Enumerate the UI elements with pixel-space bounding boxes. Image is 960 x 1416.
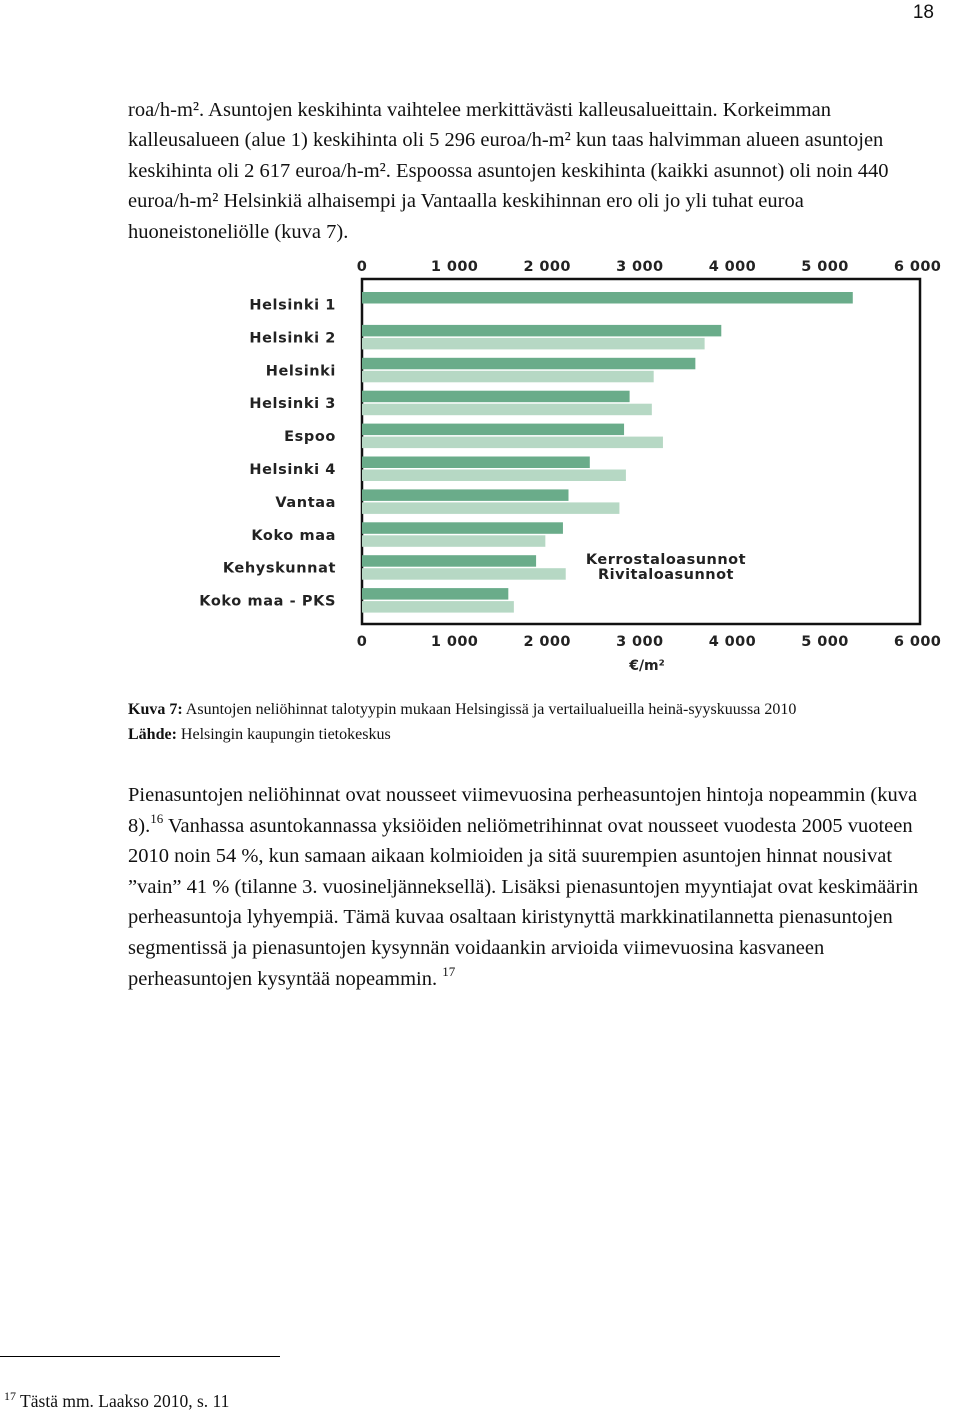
footnote [4,1391,229,1412]
bar [362,522,563,534]
category-label: Koko maa [251,527,336,544]
top-tick-label: 1 000 [430,259,479,275]
bar [362,601,514,613]
legend-entry: Rivitaloasunnot [598,567,734,583]
bar [362,470,626,482]
top-tick-label: 3 000 [616,259,664,275]
category-label: Koko maa - PKS [199,593,336,610]
top-tick-label: 4 000 [708,259,757,275]
bar [362,424,624,436]
page-number: 18 [912,2,934,23]
category-label: Vantaa [275,494,336,511]
bar [362,325,721,337]
x-axis-unit: €/m² [629,658,665,674]
paragraph-2-text-a: Pienasuntojen neliöhinnat ovat nousseet viimevuosina perheasuntojen hintoja nopeammin (kuva 8). [128,784,918,837]
legend [586,552,746,583]
bar [362,502,619,514]
bottom-tick-label: 1 000 [430,634,479,650]
bottom-tick-label: 4 000 [708,634,757,650]
bar [362,391,630,403]
top-tick-label: 5 000 [801,259,849,275]
bar [362,404,652,416]
top-tick-label: 6 000 [893,259,942,275]
bar [362,437,663,449]
category-label: Espoo [284,429,336,446]
category-labels [199,298,336,610]
caption-text: Asuntojen neliöhinnat talotyypin mukaan Helsingissä ja vertailualueilla heinä-syyskuussa 2010 [182,701,797,718]
bar [362,555,536,567]
footnote-ref-17: 17 [442,963,456,979]
bottom-tick-label: 6 000 [893,634,942,650]
source-text: Helsingin kaupungin tietokeskus [176,726,391,743]
category-label: Helsinki 3 [249,396,336,413]
footnote-text: Tästä mm. Laakso 2010, s. 11 [16,1391,230,1411]
bar [362,338,705,350]
category-label: Helsinki 2 [249,330,336,347]
bar [362,292,853,304]
body-paragraph-1: roa/h-m². Asuntojen keskihinta vaihtelee merkittävästi kalleusalueittain. Korkeimman kalleusalueen (alue 1) keskihinta oli 5 296 euroa/h-m² kun taas halvimman alueen asuntojen keskihinta oli 2 617 euroa/h-m². Espoossa asuntojen keskihinta (kaikki asunnot) oli noin 440 euroa/h-m² Helsinkiä alhaisempi ja Vantaalla keskihinnan ero oli jo yli tuhat euroa huoneistoneliölle (kuva 7). [128,99,889,243]
top-tick-label: 0 [356,259,368,275]
source-label: Lähde: [128,726,177,743]
footnote-number: 17 [4,1389,16,1403]
legend-entry: Kerrostaloasunnot [585,552,747,568]
bar [362,489,568,501]
bar [362,588,508,600]
bar [362,457,590,469]
bar [362,371,654,383]
bottom-tick-label: 2 000 [523,634,571,650]
footnote-separator [0,1356,280,1357]
bottom-tick-label: 3 000 [616,634,664,650]
top-tick-label: 2 000 [523,259,571,275]
category-label: Helsinki 1 [249,297,336,314]
bar [362,568,566,580]
bottom-tick-label: 0 [356,634,368,650]
figure-caption [128,698,948,723]
caption-label: Kuva 7: [128,701,183,718]
price-bar-chart [140,252,960,677]
footnote-ref-16: 16 [150,810,164,826]
body-paragraph-2 [128,780,928,994]
paragraph-2-text-b: Vanhassa asuntokannassa yksiöiden neliömetrihinnat ovat nousseet vuodesta 2005 vuoteen 2010 noin 54 %, kun samaan aikaan kolmioiden ja sitä suurempien asuntojen hinnat nousivat ”vain” 41 % (tilanne 3. vuosineljänneksellä). Lisäksi pienasuntojen myyntiajat ovat keskimäärin perheasuntoja lyhyempiä. Tämä kuvaa osaltaan kiristynyttä markkinatilannetta pienasuntojen segmentissä ja pienasuntojen kysynnän voidaankin arvioida viimevuosina kasvaneen perheasuntojen kysyntää nopeammin. [128,814,919,990]
bottom-axis-ticks [357,634,942,650]
category-label: Kehyskunnat [222,560,336,577]
category-label: Helsinki [265,363,336,380]
figure-source [128,723,948,748]
category-label: Helsinki 4 [249,462,336,478]
bar [362,358,695,370]
bar [362,535,545,547]
bottom-tick-label: 5 000 [801,634,849,650]
top-axis-ticks [357,259,942,275]
